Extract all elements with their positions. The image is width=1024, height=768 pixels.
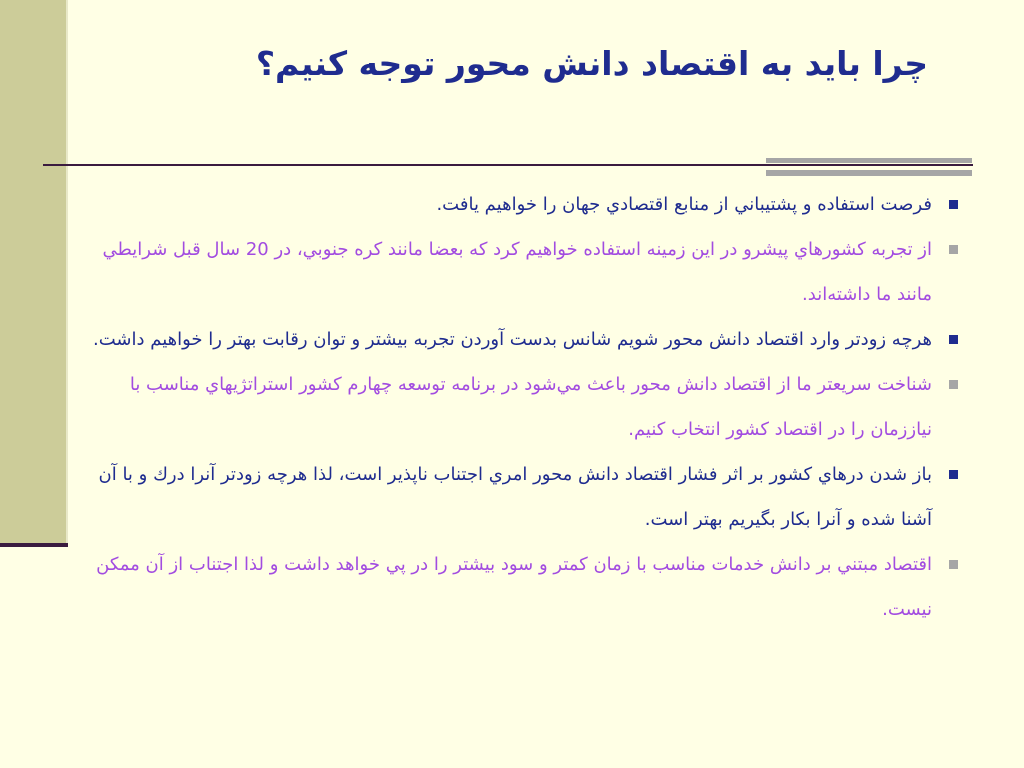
square-bullet-icon (949, 200, 958, 209)
bullet-text: باز شدن درهاي كشور بر اثر فشار اقتصاد دانش محور امري اجتناب ناپذير است، لذا هرچه زودتر آنرا درك و با آن آشنا شده و آنرا بكار بگيريم بهتر است. (98, 464, 932, 530)
bullet-item (80, 362, 960, 452)
bullet-text: هرچه زودتر وارد اقتصاد دانش محور شويم شانس بدست آوردن تجربه بيشتر و توان رقابت بهتر را خواهيم داشت. (93, 329, 932, 350)
slide-title: چرا بايد به اقتصاد دانش محور توجه كنيم؟ (255, 44, 928, 83)
bullet-item (80, 317, 960, 362)
bullet-list (80, 182, 960, 632)
square-bullet-icon (949, 335, 958, 344)
side-band (0, 0, 66, 546)
bullet-text: شناخت سريعتر ما از اقتصاد دانش محور باعث مي‌شود در برنامه توسعه چهارم كشور استراتژيهاي مناسب با نياززمان را در اقتصاد كشور انتخاب كنيم. (129, 374, 932, 440)
square-bullet-icon (949, 560, 958, 569)
bullet-text: از تجربه كشورهاي پيشرو در اين زمينه استفاده خواهيم كرد كه بعضا مانند كره جنوبي، در 20 سال قبل شرايطي مانند ما داشته‌اند. (102, 239, 932, 305)
bullet-item (80, 227, 960, 317)
side-band-rule (0, 543, 68, 547)
square-bullet-icon (949, 470, 958, 479)
bullet-item (80, 182, 960, 227)
bullet-text: فرصت استفاده و پشتيباني از منابع اقتصادي جهان را خواهيم يافت. (436, 194, 932, 215)
side-band-edge (66, 0, 68, 546)
title-rule-gray-top (766, 158, 972, 163)
square-bullet-icon (949, 380, 958, 389)
square-bullet-icon (949, 245, 958, 254)
bullet-item (80, 542, 960, 632)
bullet-item (80, 452, 960, 542)
title-rule-gray-bottom (766, 170, 972, 176)
title-rule (43, 164, 973, 166)
bullet-text: اقتصاد مبتني بر دانش خدمات مناسب با زمان كمتر و سود بيشتر را در پي خواهد داشت و لذا اجتناب از آن ممكن نيست. (96, 554, 932, 620)
